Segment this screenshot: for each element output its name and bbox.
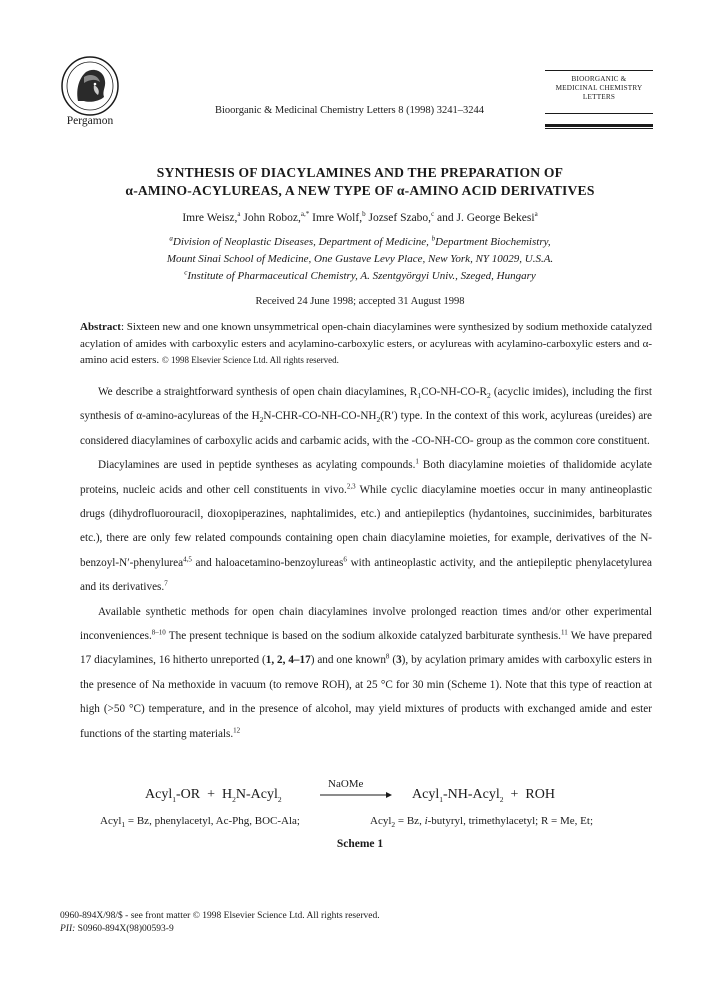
abstract-label: Abstract: [80, 321, 121, 333]
reference-mark: 7: [164, 579, 168, 588]
text-run: = Bz, phenylacetyl, Ac-Phg, BOC-Ala;: [125, 815, 300, 827]
scheme-reactants: [145, 787, 282, 803]
text-run: + ROH: [503, 787, 555, 802]
text-run: The present technique is based on the sodium alkoxide catalyzed barbiturate synthesis.: [165, 630, 561, 643]
journal-box-line: BIOORGANIC &: [571, 75, 627, 83]
text-run: Both diacylamine moieties of thalidomide acylate proteins, nucleic acids and other cell constituents in vivo.: [80, 459, 652, 496]
body-text: [80, 380, 652, 746]
text-run: N-Acyl: [235, 787, 278, 802]
author-name: Imre Weisz,: [182, 212, 238, 224]
author-name: John Roboz,: [240, 212, 301, 224]
abstract-text: : Sixteen new and one known unsymmetrical open-chain diacylamines were synthesized by sodium methoxide catalyzed acylation of amides with carboxylic esters and acylamino-carboxylic esters, or acylureas with acylamino-carboxylic esters and α-amino acid esters.: [80, 321, 652, 366]
title-text: SYNTHESIS OF DIACYLAMINES AND THE PREPARATION OF: [156, 165, 564, 180]
text-run: i: [424, 815, 428, 827]
scheme-note-acyl1: [100, 815, 300, 830]
subscript: 2: [499, 794, 504, 804]
corresponding-author-mark: *: [305, 210, 310, 219]
reference-mark: 11: [560, 628, 568, 637]
text-run: (acyclic imides), including the first synthesis of α-amino-acylureas of the H: [80, 386, 653, 423]
compound-number: 3: [396, 654, 402, 667]
title-text: α-AMINO ACID DERIVATIVES: [396, 183, 595, 198]
scheme-label: Scheme 1: [336, 838, 384, 850]
reference-mark: 4,5: [183, 555, 192, 564]
paper-title-line-2: [60, 183, 660, 199]
text-run: ), by acylation primary amides with carboxylic esters in the presence of Na methoxide in vacuum (to remove ROH), at 25 °C for 30 min (Scheme 1). Note that this type of reaction at high (>50 °C) temperature, and in the presence of alcohol, may yield mixtures of products with exchanged amide and ester functions of the starting materials.: [80, 654, 653, 740]
affiliation-line-3: [60, 270, 660, 282]
abstract: [80, 319, 652, 369]
author-list: [60, 212, 660, 224]
paragraph: [80, 453, 652, 599]
affiliation-text: Mount Sinai School of Medicine, One Gustave Levy Place, New York, NY 10029, U.S.A.: [166, 253, 554, 265]
journal-citation: Bioorganic & Medicinal Chemistry Letters 8 (1998) 3241–3244: [215, 105, 484, 116]
journal-rule-mid: [545, 113, 653, 114]
text-run: ) and one known: [310, 654, 386, 667]
text-run: Acyl: [370, 815, 392, 827]
pii-value: S0960-894X(98)00593-9: [75, 924, 174, 934]
journal-rule-thin: [545, 128, 653, 129]
paper-title-line-1: [60, 165, 660, 181]
scheme-products: [412, 787, 555, 803]
affiliation-mark: a: [534, 210, 538, 219]
abstract-copyright: © 1998 Elsevier Science Ltd. All rights reserved.: [161, 355, 339, 365]
text-run: with antineoplastic activity, and the antiepileptic phenylacetylurea and its derivatives.: [80, 556, 652, 594]
title-text: α-AMINO-ACYLUREAS, A NEW TYPE OF: [125, 183, 397, 198]
reference-mark: 8–10: [151, 628, 166, 637]
subscript: 1: [121, 820, 126, 830]
affiliation-line-1: [60, 236, 660, 248]
text-run: = Bz,: [395, 815, 425, 827]
reagent-label: NaOMe: [328, 778, 364, 790]
subscript: 2: [277, 794, 282, 804]
affiliation-mark: a: [169, 234, 173, 243]
journal-rule-bold: [545, 124, 653, 127]
publisher-name: Pergamon: [66, 115, 114, 127]
text-run: Acyl: [100, 815, 122, 827]
text-run: Diacylamines are used in peptide syntheses as acylating compounds.: [98, 459, 416, 472]
reference-mark: 6: [343, 555, 347, 564]
journal-rule-top: [545, 70, 653, 71]
text-run: CO-NH-CO-R: [421, 386, 488, 398]
affiliation-line-2: [60, 253, 660, 265]
author-name: Imre Wolf,: [309, 212, 363, 224]
subscript: 1: [172, 794, 176, 804]
reaction-arrow: [320, 791, 392, 799]
affiliation-mark: c: [431, 210, 435, 219]
text-run: N-CHR-CO-NH-CO-NH: [263, 410, 377, 423]
text-run: We have prepared 17 diacylamines, 16 hitherto unreported (: [80, 630, 652, 667]
text-run: Available synthetic methods for open chain diacylamines involve prolonged reaction times and/or other experimental inconveniences.: [80, 605, 652, 643]
text-run: We describe a straightforward synthesis of open chain diacylamines, R: [98, 386, 418, 398]
reference-mark: 8: [385, 652, 390, 661]
affiliation-mark: [301, 210, 309, 218]
text-run: Acyl: [145, 787, 173, 802]
affiliation-text: Institute of Pharmaceutical Chemistry, A. Szentgyörgyi Univ., Szeged, Hungary: [187, 270, 536, 282]
text-run: -butyryl, trimethylacetyl; R = Me, Et;: [427, 815, 594, 827]
paragraph: [80, 600, 652, 746]
subscript: 1: [439, 794, 443, 804]
text-run: Acyl: [412, 787, 440, 802]
author-name: Jozsef Szabo,: [365, 212, 432, 224]
reference-mark: 12: [233, 725, 241, 734]
subscript: 2: [487, 391, 491, 401]
compound-numbers: 1, 2, 4–17: [265, 654, 311, 667]
journal-box-line: MEDICINAL CHEMISTRY: [555, 84, 643, 92]
pii-label: PII:: [60, 924, 76, 934]
pergamon-logo: [60, 55, 120, 117]
reference-mark: 2,3: [346, 481, 356, 490]
text-run: While cyclic diacylamine moeties occur in many antineoplastic drugs (dihydrofluorouracil, dioxopiperazines, naphtalimides, etc.) and antiepileptics (hydantoines, succinimides, barbiturates etc.), there are only few related compounds containing open chain diacylamine moieties, for example, derivatives of the N-benzoyl-N′-phenylurea: [80, 483, 652, 569]
affiliation-text: Department Biochemistry,: [435, 236, 551, 248]
subscript: 2: [376, 415, 381, 425]
text-run: -OR + H: [175, 787, 233, 802]
author-name: and J. George Bekesi: [434, 212, 535, 224]
received-dates: Received 24 June 1998; accepted 31 August 1998: [255, 296, 465, 307]
subscript: 1: [417, 391, 422, 401]
subscript: 2: [232, 794, 236, 804]
text-run: -NH-Acyl: [442, 787, 500, 802]
journal-box: [545, 75, 653, 102]
affiliation-mark: b: [362, 210, 366, 219]
scheme-note-acyl2: [370, 815, 594, 830]
reference-mark: 1: [415, 457, 419, 466]
text-run: (R′) type. In the context of this work, acylureas (ureides) are considered diacylamines of carboxylic acids and carbamic acids, with the -CO-NH-CO- group as the common core constituent.: [80, 410, 652, 447]
affiliation-mark: b: [431, 234, 436, 243]
affiliation-mark: c: [184, 268, 188, 277]
text-run: and haloacetamino-benzoylureas: [191, 556, 344, 569]
affiliation-mark-text: a,: [300, 210, 306, 219]
footer-copyright: 0960-894X/98/$ - see front matter © 1998 Elsevier Science Ltd. All rights reserved.: [60, 911, 380, 921]
affiliation-mark: a: [237, 210, 241, 219]
journal-box-line: LETTERS: [582, 93, 616, 101]
text-run: (: [389, 654, 397, 667]
footer-pii: [60, 924, 174, 934]
paragraph: [80, 380, 652, 453]
affiliation-text: Division of Neoplastic Diseases, Department of Medicine,: [172, 236, 432, 248]
subscript: 2: [259, 415, 264, 425]
subscript: 2: [391, 820, 396, 830]
